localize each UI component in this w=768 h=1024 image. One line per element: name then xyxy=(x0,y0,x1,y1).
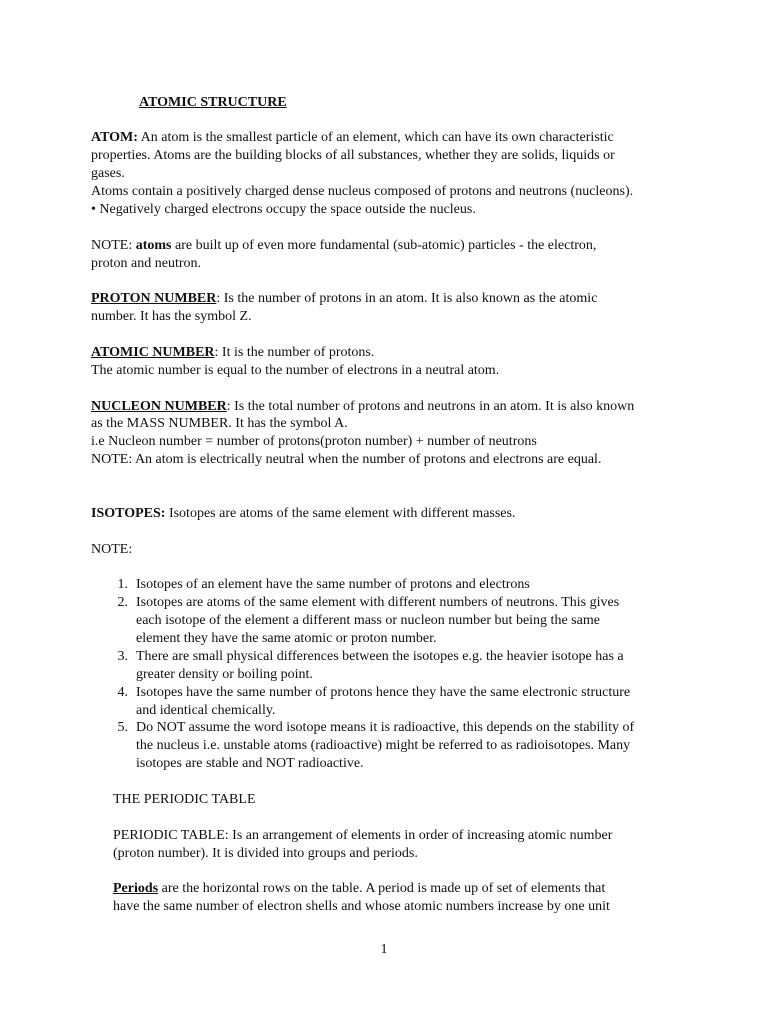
periodic-table-heading: THE PERIODIC TABLE xyxy=(113,792,256,807)
note-atoms-line-2: proton and neutron. xyxy=(91,256,202,271)
note-atoms: NOTE: atoms are built up of even more fundamental (sub-atomic) particles - the electron, xyxy=(91,238,597,253)
list-number: 2. xyxy=(117,595,128,610)
periodic-table-definition: PERIODIC TABLE: Is an arrangement of elements in order of increasing atomic number xyxy=(113,828,613,843)
document-title: ATOMIC STRUCTURE xyxy=(139,95,287,110)
nucleon-line-4: NOTE: An atom is electrically neutral when the number of protons and electrons are equal. xyxy=(91,452,602,467)
atomic-line-2: The atomic number is equal to the number of electrons in a neutral atom. xyxy=(91,363,500,378)
list-number: 5. xyxy=(117,720,128,735)
nucleon-number-definition: NUCLEON NUMBER: Is the total number of protons and neutrons in an atom. It is also known xyxy=(91,399,635,414)
document-page: ATOMIC STRUCTURE ATOM: An atom is the smallest particle of an element, which can have its own characteristic properties. Atoms are the building blocks of all substances, whether they are solids, liquids or gases. Atoms contain a positively charged dense nucleus composed of protons and neutrons (nucleons). • Negatively charged electrons occupy the space outside the nucleus. NOTE: atoms are built up of even more fundamental (sub-atomic) particles - the electron, proton and neutron. PROTON NUMBER: Is the number of protons in an atom. It is also known as the atomic number. It has the symbol Z. ATOMIC NUMBER: It is the number of protons. The atomic number is equal to the number of electrons in a neutral atom. NUCLEON NUMBER: Is the total number of protons and neutrons in an atom. It is also known as the MASS NUMBER. It has the symbol A. i.e Nucleon number = number of protons(proton number) + number of neutrons NOTE: An atom is electrically neutral when the number of protons and electrons are equal. ISOTOPES: Isotopes are atoms of the same element with different masses. NOTE: 1. Isotopes of an element have the same number of protons and electrons 2. Isotopes are atoms of the same element with different numbers of neutrons. This gives each isotope of the element a different mass or nucleon number but being the same element they have the same atomic or proton number. 3. There are small physical differences between the isotopes e.g. the heavier isotope has a greater density or boiling point. 4. Isotopes have the same number of protons hence they have the same electronic structure and identical chemically. 5. Do NOT assume the word isotope means it is radioactive, this depends on the stability of the nucleus i.e. unstable atoms (radioactive) might be referred to as radioisotopes. Many isotopes are stable and NOT radioactive. THE PERIODIC TABLE PERIODIC TABLE: Is an arrangement of elements in order of increasing atomic number (proton number). It is divided into groups and periods. Periods are the horizontal rows on the table. A period is made up of set of elements that have the same number of electron shells and whose atomic numbers increase by one unit 1 xyxy=(0,0,768,1024)
atom-definition: ATOM: An atom is the smallest particle of an element, which can have its own characteristic xyxy=(91,130,614,145)
list-number: 4. xyxy=(117,685,128,700)
list-number: 3. xyxy=(117,649,128,664)
isotopes-definition: ISOTOPES: Isotopes are atoms of the same element with different masses. xyxy=(91,506,516,521)
atom-line-3: gases. xyxy=(91,166,125,181)
proton-line-2: number. It has the symbol Z. xyxy=(91,309,252,324)
atomic-number-definition: ATOMIC NUMBER: It is the number of protons. xyxy=(91,345,375,360)
atom-line-4: Atoms contain a positively charged dense nucleus composed of protons and neutrons (nucleons). xyxy=(91,184,634,199)
atom-term: ATOM: xyxy=(91,130,138,145)
periods-definition: Periods are the horizontal rows on the table. A period is made up of set of elements that xyxy=(113,881,606,896)
atom-line-5: • Negatively charged electrons occupy the space outside the nucleus. xyxy=(91,202,476,217)
atom-line-2: properties. Atoms are the building blocks of all substances, whether they are solids, liquids or xyxy=(91,148,615,163)
nucleon-line-3: i.e Nucleon number = number of protons(proton number) + number of neutrons xyxy=(91,434,537,449)
nucleon-line-2: as the MASS NUMBER. It has the symbol A. xyxy=(91,416,348,431)
note-label: NOTE: xyxy=(91,542,133,557)
periods-line-2: have the same number of electron shells and whose atomic numbers increase by one unit xyxy=(113,899,610,914)
proton-number-definition: PROTON NUMBER: Is the number of protons in an atom. It is also known as the atomic xyxy=(91,291,598,306)
periodic-table-line-2: (proton number). It is divided into groups and periods. xyxy=(113,846,418,861)
list-number: 1. xyxy=(117,577,128,592)
page-number: 1 xyxy=(380,942,388,957)
